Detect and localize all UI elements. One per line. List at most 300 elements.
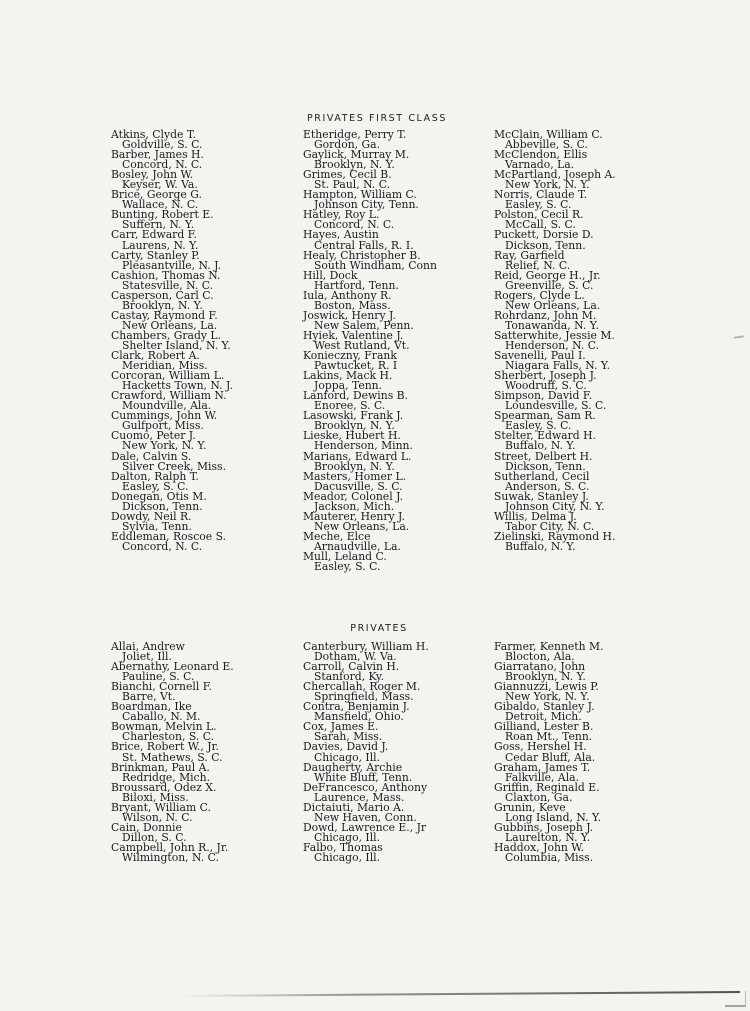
roster-entry (303, 411, 518, 431)
roster-entry (111, 489, 326, 513)
hometown: Falkville, Ala. (505, 770, 580, 784)
soldier-name: Hyiek, Valentine J. (303, 328, 404, 342)
hometown: Hartford, Tenn. (314, 278, 399, 292)
roster-entry (303, 288, 518, 312)
soldier-name: Willis, Delma J. (494, 509, 577, 523)
soldier-name: Eddleman, Roscoe S. (111, 529, 227, 543)
roster-entry (303, 248, 518, 272)
soldier-name: Castay, Raymond F. (111, 308, 218, 322)
hometown: Blocton, Ala. (505, 650, 575, 664)
roster-entry (303, 431, 518, 451)
soldier-name: Graham, James T. (494, 760, 591, 774)
soldier-name: Carroll, Calvin H. (303, 660, 400, 674)
roster-entry (303, 780, 518, 804)
roster-entry (303, 760, 518, 784)
soldier-name: Mauterer, Henry J. (303, 509, 405, 523)
roster-entry (494, 268, 709, 292)
roster-entry (494, 529, 709, 553)
hometown: Brooklyn, N. Y. (122, 298, 203, 312)
hometown: Sylvia, Tenn. (122, 519, 192, 533)
hometown: Loundesville, S. C. (505, 399, 607, 413)
soldier-name: Dale, Calvin S. (111, 449, 192, 463)
hometown: Chicago, Ill. (314, 830, 381, 844)
roster-entry (494, 509, 709, 533)
roster-entry (494, 351, 709, 371)
hometown: Joliet, Ill. (122, 650, 172, 664)
hometown: Wilmington, N. C. (122, 850, 219, 864)
soldier-name: Masters, Homer L. (303, 469, 407, 483)
hometown: Gordon, Ga. (314, 138, 381, 152)
hometown: Chicago, Ill. (314, 750, 381, 764)
hometown: Woodruff, S. C. (505, 379, 587, 393)
hometown: Hacketts Town, N. J. (122, 379, 233, 393)
hometown: Easley, S. C. (122, 479, 189, 493)
soldier-name: Hatley, Roy L. (303, 208, 380, 222)
hometown: Sarah, Miss. (314, 730, 383, 744)
hometown: West Rutland, Vt. (314, 338, 410, 352)
roster-entry (494, 391, 709, 411)
roster-entry (494, 288, 709, 312)
hometown: Keyser, W. Va. (122, 178, 198, 192)
hometown: Dotham, W. Va. (314, 650, 397, 664)
soldier-name: Lakins, Mack H. (303, 369, 393, 383)
hometown: Central Falls, R. I. (314, 238, 414, 252)
roster-entry (494, 662, 709, 682)
hometown: Joppa, Tenn. (314, 379, 383, 393)
soldier-name: McClendon, Ellis (494, 148, 588, 162)
roster-entry (303, 800, 518, 824)
roster-entry (494, 371, 709, 391)
soldier-name: Allai, Andrew (111, 640, 185, 653)
hometown: Shelter Island, N. Y. (122, 338, 231, 352)
hometown: Suffern, N. Y. (122, 218, 195, 232)
roster-entry (494, 682, 709, 702)
roster-entry (494, 702, 709, 722)
soldier-name: Contra, Benjamin J. (303, 700, 410, 714)
soldier-name: Campbell, John R., Jr. (111, 840, 229, 854)
soldier-name: Daugherty, Archie (303, 760, 403, 774)
soldier-name: Marians, Edward L. (303, 449, 412, 463)
hometown: Tonawanda, N. Y. (505, 318, 599, 332)
roster-entry (494, 489, 709, 513)
roster-entry (303, 840, 518, 864)
scan-bottom-edge (180, 991, 740, 997)
hometown: Detroit, Mich. (505, 710, 582, 724)
hometown: Brooklyn, N. Y. (314, 459, 395, 473)
hometown: Mansfield, Ohio. (314, 710, 404, 724)
hometown: Brooklyn, N. Y. (314, 419, 395, 433)
hometown: Easley, S. C. (505, 419, 572, 433)
soldier-name: Zielinski, Raymond H. (494, 529, 616, 543)
soldier-name: McPartland, Joseph A. (494, 168, 616, 182)
soldier-name: Healy, Christopher B. (303, 248, 421, 262)
roster-entry (303, 742, 518, 762)
soldier-name: Barber, James H. (111, 148, 204, 162)
hometown: Statesville, N. C. (122, 278, 214, 292)
hometown: New Haven, Conn. (314, 810, 417, 824)
soldier-name: Bowman, Melvin L. (111, 720, 217, 734)
soldier-name: Sherbert, Joseph J. (494, 369, 597, 383)
hometown: Pawtucket, R. I (314, 359, 398, 373)
soldier-name: Giarratano, John (494, 660, 586, 674)
roster-entry (303, 682, 518, 702)
soldier-name: Reid, George H., Jr. (494, 268, 601, 282)
roster-entry (111, 288, 326, 312)
roster-entry (303, 391, 518, 411)
hometown: Brooklyn, N. Y. (505, 670, 586, 684)
soldier-name: Casperson, Carl C. (111, 288, 214, 302)
soldier-name: Giannuzzi, Lewis P. (494, 680, 599, 694)
roster-entry (111, 170, 326, 190)
hometown: Wallace, N. C. (122, 198, 199, 212)
roster-entry (111, 371, 326, 391)
roster-entry (494, 308, 709, 332)
soldier-name: Clark, Robert A. (111, 349, 200, 363)
soldier-name: Bunting, Robert E. (111, 208, 214, 222)
roster-entry (111, 760, 326, 784)
hometown: McCall, S. C. (505, 218, 576, 232)
soldier-name: Canterbury, William H. (303, 640, 429, 653)
soldier-name: Griffin, Reginald E. (494, 780, 600, 794)
roster-entry (494, 780, 709, 804)
soldier-name: Donegan, Otis M. (111, 489, 207, 503)
soldier-name: Corcoran, William L. (111, 369, 225, 383)
soldier-name: Boardman, Ike (111, 700, 192, 714)
soldier-name: Gilliand, Lester B. (494, 720, 594, 734)
roster-entry (111, 780, 326, 804)
soldier-name: Puckett, Dorsie D. (494, 228, 594, 242)
hometown: Enoree, S. C. (314, 399, 386, 413)
roster-entry (303, 469, 518, 493)
soldier-name: Dictaiuti, Mario A. (303, 800, 405, 814)
roster-entry (303, 371, 518, 391)
soldier-name: Lanford, Dewins B. (303, 389, 409, 403)
roster-entry (303, 150, 518, 170)
soldier-name: Cox, James E. (303, 720, 379, 734)
soldier-name: Grimes, Cecil B. (303, 168, 392, 182)
roster-entry (303, 549, 518, 574)
privates-column-3 (494, 642, 709, 863)
soldier-name: Norris, Claude T. (494, 188, 588, 202)
hometown: Moundville, Ala. (122, 399, 212, 413)
roster-entry (111, 411, 326, 431)
soldier-name: Joswick, Henry J. (303, 308, 396, 322)
hometown: Claxton, Ga. (505, 790, 573, 804)
hometown: White Bluff, Tenn. (314, 770, 413, 784)
roster-entry (303, 489, 518, 513)
soldier-name: Cuomo, Peter J. (111, 429, 196, 443)
soldier-name: Iula, Anthony R. (303, 288, 392, 302)
soldier-name: Farmer, Kenneth M. (494, 640, 604, 653)
roster-entry (303, 308, 518, 332)
hometown: Meridian, Miss. (122, 359, 208, 373)
roster-entry (303, 509, 518, 533)
roster-entry (303, 268, 518, 292)
roster-entry (303, 170, 518, 190)
hometown: Easley, S. C. (314, 560, 381, 574)
hometown: Buffalo, N. Y. (505, 539, 576, 553)
roster-entry (494, 150, 709, 170)
hometown: Boston, Mass. (314, 298, 391, 312)
roster-entry (303, 642, 518, 662)
roster-entry (494, 230, 709, 250)
hometown: Cedar Bluff, Ala. (505, 750, 596, 764)
soldier-name: Spearman, Sam R. (494, 409, 596, 423)
soldier-name: Etheridge, Perry T. (303, 128, 407, 141)
hometown: Dickson, Tenn. (505, 238, 586, 252)
soldier-name: Hayes, Austin (303, 228, 379, 242)
hometown: Varnado, La. (505, 158, 575, 172)
roster-entry (494, 840, 709, 864)
soldier-name: DeFrancesco, Anthony (303, 780, 428, 794)
hometown: Goldville, S. C. (122, 138, 203, 152)
hometown: Jackson, Mich. (314, 499, 395, 513)
soldier-name: Lieske, Hubert H. (303, 429, 401, 443)
roster-entry (303, 351, 518, 371)
roster-entry (111, 268, 326, 292)
roster-entry (303, 190, 518, 210)
soldier-name: Satterwhite, Jessie M. (494, 328, 615, 342)
roster-entry (111, 150, 326, 170)
soldier-name: Meador, Colonel J. (303, 489, 403, 503)
hometown: Tabor City, N. C. (505, 519, 595, 533)
soldier-name: Atkins, Clyde T. (111, 128, 196, 141)
hometown: Easley, S. C. (505, 198, 572, 212)
section-heading-privates: PRIVATES (350, 623, 408, 634)
hometown: Redridge, Mich. (122, 770, 211, 784)
pfc-column-1 (111, 130, 326, 552)
hometown: Dickson, Tenn. (505, 459, 586, 473)
soldier-name: Cain, Donnie (111, 820, 182, 834)
soldier-name: Chambers, Grady L. (111, 328, 222, 342)
hometown: Biloxi, Miss. (122, 790, 189, 804)
roster-entry (111, 190, 326, 210)
roster-entry (111, 351, 326, 371)
privates-column-1 (111, 642, 326, 863)
hometown: Dacusville, S. C. (314, 479, 403, 493)
roster-entry (494, 800, 709, 824)
soldier-name: McClain, William C. (494, 128, 603, 141)
roster-entry (111, 742, 326, 762)
hometown: New Orleans, La. (314, 519, 410, 533)
hometown: Laurelton, N. Y. (505, 830, 591, 844)
soldier-name: Konieczny, Frank (303, 349, 397, 363)
roster-entry (494, 449, 709, 473)
roster-entry (111, 210, 326, 230)
privates-column-2 (303, 642, 518, 863)
hometown: New Orleans, La. (122, 318, 218, 332)
hometown: Concord, N. C. (122, 158, 203, 172)
roster-entry (303, 529, 518, 553)
soldier-name: Simpson, David F. (494, 389, 593, 403)
hometown: Relief, N. C. (505, 258, 571, 272)
hometown: Charleston, S. C. (122, 730, 215, 744)
soldier-name: Street, Delbert H. (494, 449, 593, 463)
soldier-name: Brice, George G. (111, 188, 202, 202)
roster-entry (111, 308, 326, 332)
soldier-name: Davies, David J. (303, 740, 389, 754)
roster-entry (111, 642, 326, 662)
soldier-name: Dowdy, Neil R. (111, 509, 192, 523)
soldier-name: Carr, Edward F. (111, 228, 197, 242)
roster-entry (494, 760, 709, 784)
roster-entry (111, 702, 326, 722)
roster-entry (111, 391, 326, 411)
hometown: New York, N. Y. (122, 439, 207, 453)
soldier-name: Lasowski, Frank J. (303, 409, 404, 423)
roster-entry (494, 210, 709, 230)
soldier-name: Hill, Dock (303, 268, 358, 282)
soldier-name: Hampton, William C. (303, 188, 417, 202)
soldier-name: Goss, Hershel H. (494, 740, 587, 754)
roster-entry (111, 230, 326, 250)
soldier-name: Crawford, William N. (111, 389, 227, 403)
soldier-name: Gaylick, Murray M. (303, 148, 410, 162)
roster-entry (494, 170, 709, 190)
hometown: New York, N. Y. (505, 178, 590, 192)
soldier-name: Cashion, Thomas N. (111, 268, 221, 282)
hometown: Johnson City, Tenn. (314, 198, 419, 212)
hometown: Anderson, S. C. (505, 479, 590, 493)
roster-entry (111, 248, 326, 272)
section-heading-privates-first-class: PRIVATES FIRST CLASS (306, 113, 448, 124)
soldier-name: Suwak, Stanley J. (494, 489, 589, 503)
roster-entry (111, 130, 326, 150)
hometown: Laurence, Mass. (314, 790, 405, 804)
roster-entry (111, 469, 326, 493)
roster-entry (303, 210, 518, 230)
soldier-name: Falbo, Thomas (303, 840, 383, 854)
roster-entry (494, 248, 709, 272)
soldier-name: Stelter, Edward H. (494, 429, 596, 443)
hometown: Dillon, S. C. (122, 830, 187, 844)
hometown: Henderson, N. C. (505, 338, 600, 352)
roster-entry (303, 662, 518, 682)
soldier-name: Carty, Stanley P. (111, 248, 200, 262)
hometown: Arnaudville, La. (314, 539, 401, 553)
roster-entry (111, 431, 326, 451)
roster-entry (494, 469, 709, 493)
roster-entry (111, 682, 326, 702)
roster-entry (303, 722, 518, 742)
roster-entry (303, 130, 518, 150)
hometown: Johnson City, N. Y. (505, 499, 605, 513)
soldier-name: Sutherland, Cecil (494, 469, 590, 483)
soldier-name: Bianchi, Cornell F. (111, 680, 212, 694)
hometown: Long Island, N. Y. (505, 810, 602, 824)
scan-edge-mark (734, 335, 744, 338)
soldier-name: Rohrdanz, John M. (494, 308, 597, 322)
hometown: Concord, N. C. (122, 539, 203, 553)
hometown: Laurens, N. Y. (122, 238, 199, 252)
hometown: Silver Creek, Miss. (122, 459, 227, 473)
roster-entry (303, 230, 518, 250)
hometown: Wilson, N. C. (122, 810, 193, 824)
roster-entry (494, 328, 709, 352)
soldier-name: Broussard, Odez X. (111, 780, 217, 794)
hometown: Stanford, Ky. (314, 670, 385, 684)
soldier-name: Mull, Leland C. (303, 549, 387, 563)
hometown: Dickson, Tenn. (122, 499, 203, 513)
hometown: Caballo, N. M. (122, 710, 201, 724)
roster-entry (111, 509, 326, 533)
roster-entry (111, 820, 326, 844)
soldier-name: Gubbins, Joseph J. (494, 820, 594, 834)
roster-entry (494, 642, 709, 662)
soldier-name: Abernathy, Leonard E. (111, 660, 234, 674)
soldier-name: Meche, Elce (303, 529, 371, 543)
soldier-name: Dowd, Lawrence E., Jr (303, 820, 427, 834)
soldier-name: Bosley, John W. (111, 168, 194, 182)
soldier-name: Polston, Cecil R. (494, 208, 584, 222)
hometown: New Orleans, La. (505, 298, 601, 312)
roster-entry (494, 742, 709, 762)
roster-entry (494, 820, 709, 844)
roster-entry (494, 411, 709, 431)
roster-entry (111, 840, 326, 864)
hometown: Pleasantville, N. J. (122, 258, 222, 272)
soldier-name: Bryant, William C. (111, 800, 211, 814)
roster-entry (303, 702, 518, 722)
roster-entry (303, 820, 518, 844)
roster-entry (494, 431, 709, 451)
soldier-name: Ray, Garfield (494, 248, 565, 262)
soldier-name: Brice, Robert W., Jr. (111, 740, 219, 754)
soldier-name: Cummings, John W. (111, 409, 218, 423)
hometown: Concord, N. C. (314, 218, 395, 232)
hometown: Pauline, S. C. (122, 670, 195, 684)
soldier-name: Gibaldo, Stanley J. (494, 700, 595, 714)
roster-entry (303, 449, 518, 473)
roster-entry (494, 722, 709, 742)
pfc-column-3 (494, 130, 709, 552)
hometown: Greenville, S. C. (505, 278, 594, 292)
roster-entry (494, 130, 709, 150)
roster-entry (111, 722, 326, 742)
roster-entry (111, 529, 326, 553)
soldier-name: Haddox, John W. (494, 840, 584, 854)
hometown: Brooklyn, N. Y. (314, 158, 395, 172)
hometown: Springfield, Mass. (314, 690, 414, 704)
roster-entry (303, 328, 518, 352)
roster-entry (111, 328, 326, 352)
pfc-column-2 (303, 130, 518, 572)
soldier-name: Savenelli, Paul I. (494, 349, 586, 363)
hometown: Roan Mt., Tenn. (505, 730, 593, 744)
hometown: St. Mathews, S. C. (122, 750, 223, 764)
roster-entry (111, 449, 326, 473)
hometown: St. Paul, N. C. (314, 178, 391, 192)
soldier-name: Grunin, Keve (494, 800, 566, 814)
soldier-name: Rogers, Clyde L. (494, 288, 585, 302)
roster-entry (111, 662, 326, 682)
hometown: Gulfport, Miss. (122, 419, 204, 433)
soldier-name: Dalton, Ralph T. (111, 469, 199, 483)
scan-page-corner (725, 991, 746, 1007)
hometown: Abbeville, S. C. (505, 138, 588, 152)
hometown: Henderson, Minn. (314, 439, 413, 453)
hometown: Buffalo, N. Y. (505, 439, 576, 453)
hometown: Niagara Falls, N. Y. (505, 359, 611, 373)
hometown: Chicago, Ill. (314, 850, 381, 864)
hometown: New York, N. Y. (505, 690, 590, 704)
soldier-name: Chercallah, Roger M. (303, 680, 421, 694)
soldier-name: Brinkman, Paul A. (111, 760, 210, 774)
hometown: New Salem, Penn. (314, 318, 414, 332)
hometown: South Windham, Conn (314, 258, 437, 272)
roster-entry (494, 190, 709, 210)
hometown: Columbia, Miss. (505, 850, 594, 864)
